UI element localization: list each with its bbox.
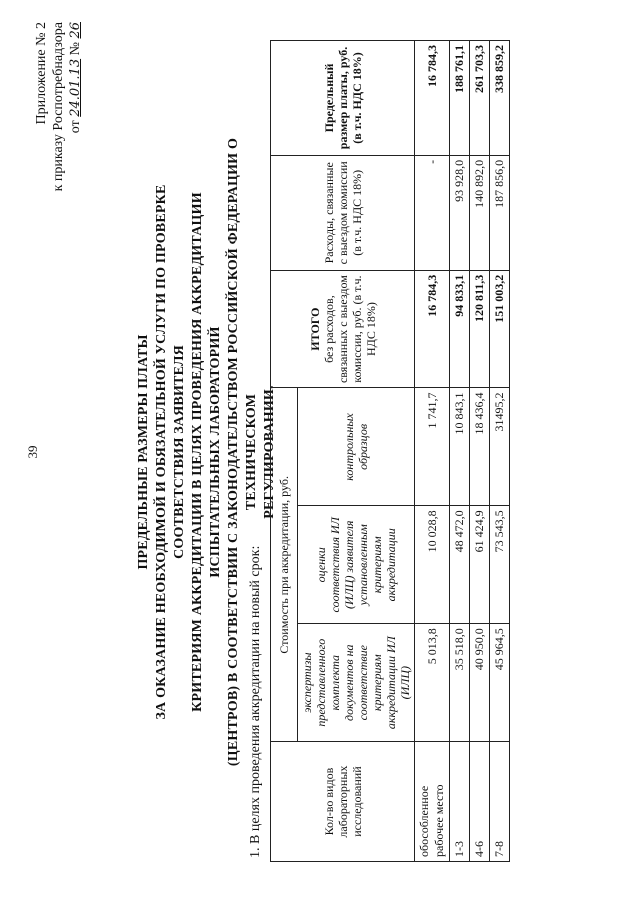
cell-expertise: 45 964,5 (490, 624, 510, 742)
row-label: обособленное рабочее место (415, 742, 450, 862)
cell-assessment: 61 424,9 (470, 506, 490, 624)
cell-control: 31495,2 (490, 388, 510, 506)
cell-total: 94 833,1 (450, 270, 470, 388)
cell-max: 261 703,3 (470, 41, 490, 156)
annex-line-2: к приказу Роспотребнадзора (51, 22, 66, 192)
cell-control: 1 741,7 (415, 388, 450, 506)
cell-total: 16 784,3 (415, 270, 450, 388)
header-cost-group: Стоимость при аккредитации, руб. (271, 388, 298, 742)
header-count: Кол-во видов лабораторных исследований (271, 742, 415, 862)
title-line-4: (ЦЕНТРОВ) В СООТВЕТСТВИИ С ЗАКОНОДАТЕЛЬСТВОМ РОССИЙСКОЙ ФЕДЕРАЦИИ О ТЕХНИЧЕСКОМ (226, 137, 259, 767)
header-total-title: ИТОГО (307, 307, 322, 351)
table-row (490, 41, 510, 862)
table-row (450, 41, 470, 862)
cell-travel: 93 928,0 (450, 155, 470, 270)
header-assessment: оценки соответствия ИЛ (ИЛЦ) заявителя установленным критериям аккредитации (298, 506, 415, 624)
annex-line-3 (67, 22, 84, 191)
row-label: 4-6 (470, 742, 490, 862)
header-total-sub: без расходов, связанных с выездом комиссии, руб. (в т.ч. НДС 18%) (321, 275, 378, 384)
cell-travel: - (415, 155, 450, 270)
cell-max: 16 784,3 (415, 41, 450, 156)
annex-line-1: Приложение № 2 (34, 22, 49, 125)
cell-control: 10 843,1 (450, 388, 470, 506)
annex-number-label: № (68, 42, 83, 56)
title-line-1: ПРЕДЕЛЬНЫЕ РАЗМЕРЫ ПЛАТЫ (136, 334, 151, 570)
header-control: контрольных образцов (298, 388, 415, 506)
cell-expertise: 35 518,0 (450, 624, 470, 742)
table-row (470, 41, 490, 862)
header-max: Предельный размер платы, руб. (в т.ч. НДС 18%) (271, 41, 415, 156)
annex-header (33, 22, 84, 191)
page-number: 39 (25, 445, 40, 459)
title-line-2: ЗА ОКАЗАНИЕ НЕОБХОДИМОЙ И ОБЯЗАТЕЛЬНОЙ УСЛУГИ ПО ПРОВЕРКЕ СООТВЕТСТВИЯ ЗАЯВИТЕЛЯ (154, 184, 187, 720)
cell-assessment: 48 472,0 (450, 506, 470, 624)
annex-date-prefix: от (68, 120, 83, 134)
cell-travel: 140 892,0 (470, 155, 490, 270)
header-expertise: экспертизы представленного комплекта документов на соответствие критериям аккредитации ИЛ (ИЛЦ) (298, 624, 415, 742)
annex-number: 26 (68, 22, 83, 39)
cell-total: 120 811,3 (470, 270, 490, 388)
cell-assessment: 10 028,8 (415, 506, 450, 624)
header-travel: Расходы, связанные с выездом комиссии (в т.ч. НДС 18%) (271, 155, 415, 270)
cell-travel: 187 856,0 (490, 155, 510, 270)
table-row (415, 41, 450, 862)
cell-expertise: 40 950,0 (470, 624, 490, 742)
cell-control: 18 436,4 (470, 388, 490, 506)
title-line-3: КРИТЕРИЯМ АККРЕДИТАЦИИ В ЦЕЛЯХ ПРОВЕДЕНИЯ АККРЕДИТАЦИИ ИСПЫТАТЕЛЬНЫХ ЛАБОРАТОРИЙ (190, 192, 223, 712)
row-label: 1-3 (450, 742, 470, 862)
title-line-5: РЕГУЛИРОВАНИИ. (262, 385, 277, 519)
cell-expertise: 5 013,8 (415, 624, 450, 742)
fees-table (270, 40, 510, 862)
header-total (271, 270, 415, 388)
cell-max: 338 859,2 (490, 41, 510, 156)
cell-max: 188 761,1 (450, 41, 470, 156)
section-heading: 1. В целях проведения аккредитации на новый срок: (248, 545, 263, 858)
cell-assessment: 73 543,5 (490, 506, 510, 624)
rotated-page (25, 12, 615, 892)
annex-date: 24.01.13 (68, 58, 83, 117)
cell-total: 151 003,2 (490, 270, 510, 388)
row-label: 7-8 (490, 742, 510, 862)
